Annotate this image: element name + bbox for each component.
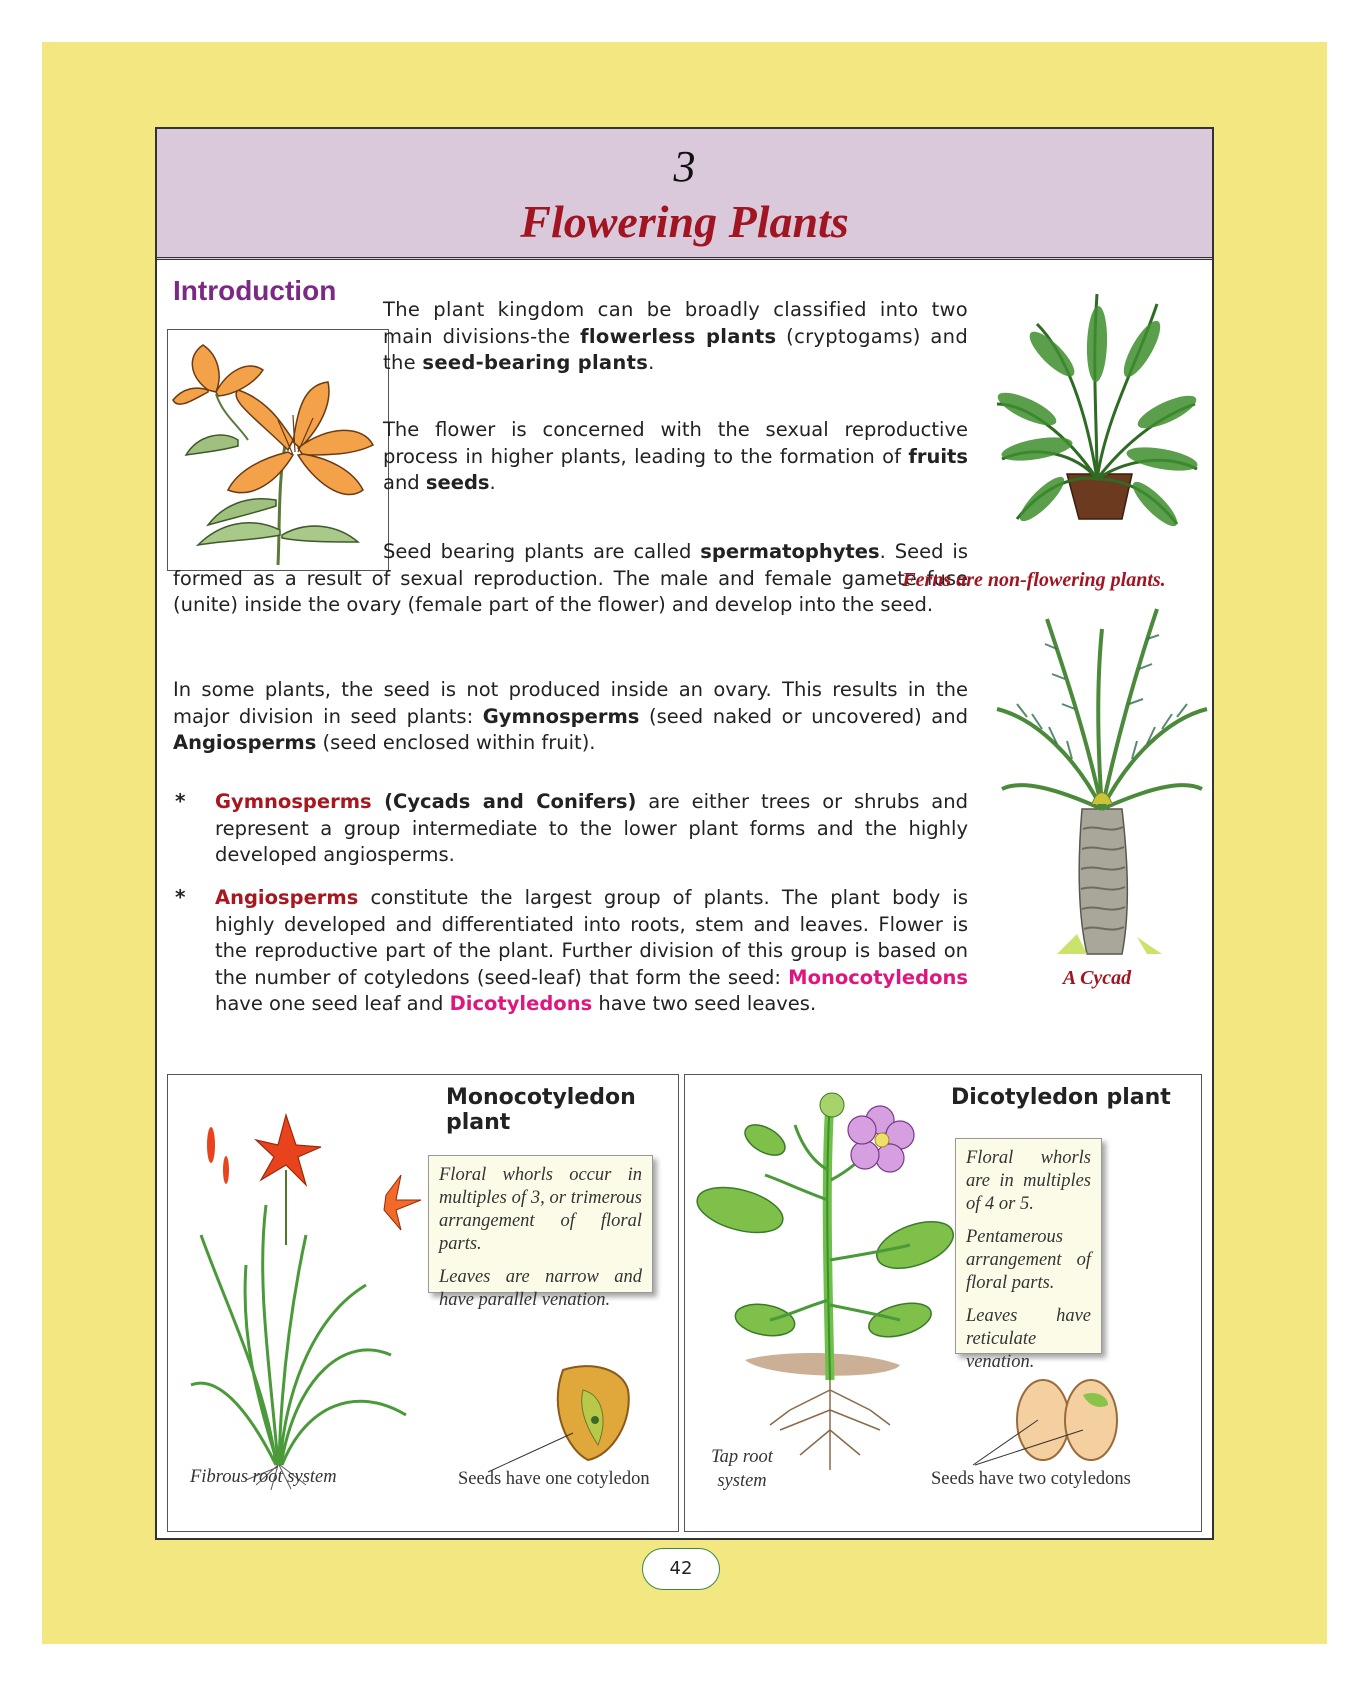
monocot-seed-label: Seeds have one cotyledon [458, 1469, 650, 1489]
chapter-header [157, 129, 1212, 260]
monocot-title: Monocotyledon plant [446, 1085, 636, 1135]
monocot-panel [167, 1074, 679, 1532]
cycad-caption: A Cycad [1062, 967, 1132, 989]
bullet-2-marker: * [175, 885, 186, 909]
paragraph-4: In some plants, the seed is not produced inside an ovary. This results in the major division in seed plants: Gymnosperms (seed naked or uncovered) and Angiosperms (seed enclosed within fruit). [173, 678, 968, 754]
section-heading: Introduction [173, 275, 337, 306]
dicot-note-1: Floral whorls are in multiples of 4 or 5. [966, 1148, 1091, 1214]
fern-caption: Ferns are non-flowering plants. [902, 569, 1166, 591]
dicot-panel [684, 1074, 1202, 1532]
chapter-number: 3 [673, 142, 696, 191]
dicot-note [955, 1138, 1102, 1372]
dicot-seed-label: Seeds have two cotyledons [931, 1469, 1131, 1489]
dicot-root-label-2: system [717, 1471, 767, 1491]
monocot-note-2: Leaves are narrow and have parallel venation. [439, 1267, 642, 1310]
bullet-2: Angiosperms constitute the largest group of plants. The plant body is highly developed and differentiated into roots, stem and leaves. Flower is the reproductive part of the plant. Further division of this group is based on the number of cotyledons (seed-leaf) that form the seed: Monocotyledons have one seed leaf and Dicotyledons have two seed leaves. [215, 886, 968, 1015]
lily-drawing [168, 330, 388, 570]
fern-illustration [997, 284, 1197, 534]
page-frame [155, 127, 1214, 1540]
dicot-note-3: Leaves have reticulate venation. [966, 1306, 1091, 1372]
monocot-note-1: Floral whorls occur in multiples of 3, or trimerous arrangement of floral parts. [439, 1165, 642, 1254]
monocot-plant-illustration [186, 1085, 436, 1495]
chapter-title: Flowering Plants [520, 196, 849, 247]
dicot-seed-pointers [963, 1410, 1093, 1470]
dicot-title: Dicotyledon plant [951, 1085, 1171, 1110]
dicot-plant-illustration [690, 1080, 950, 1500]
monocot-root-label: Fibrous root system [190, 1467, 337, 1487]
monocot-note [428, 1155, 653, 1310]
cycad-illustration [997, 609, 1207, 969]
lily-illustration [167, 329, 389, 571]
dicot-root-label-1: Tap root [711, 1447, 773, 1467]
paragraph-1: The plant kingdom can be broadly classified into two main divisions-the flowerless plants (cryptogams) and the seed-bearing plants. [383, 298, 969, 374]
bullet-1: Gymnosperms (Cycads and Conifers) are either trees or shrubs and represent a group intermediate to the lower plant forms and the highly developed angiosperms. [215, 790, 968, 866]
bullet-1-marker: * [175, 789, 186, 813]
paragraph-3: Seed bearing plants are called spermatophytes. Seed is formed as a result of sexual reproduction. The male and female gamete fuse (unite) inside the ovary (female part of the flower) and develop into the seed. [173, 540, 968, 616]
page-number: 42 [642, 1548, 720, 1590]
paragraph-2: The flower is concerned with the sexual reproductive process in higher plants, leading to the formation of fruits and seeds. [383, 418, 968, 494]
dicot-note-2: Pentamerous arrangement of floral parts. [966, 1227, 1091, 1293]
